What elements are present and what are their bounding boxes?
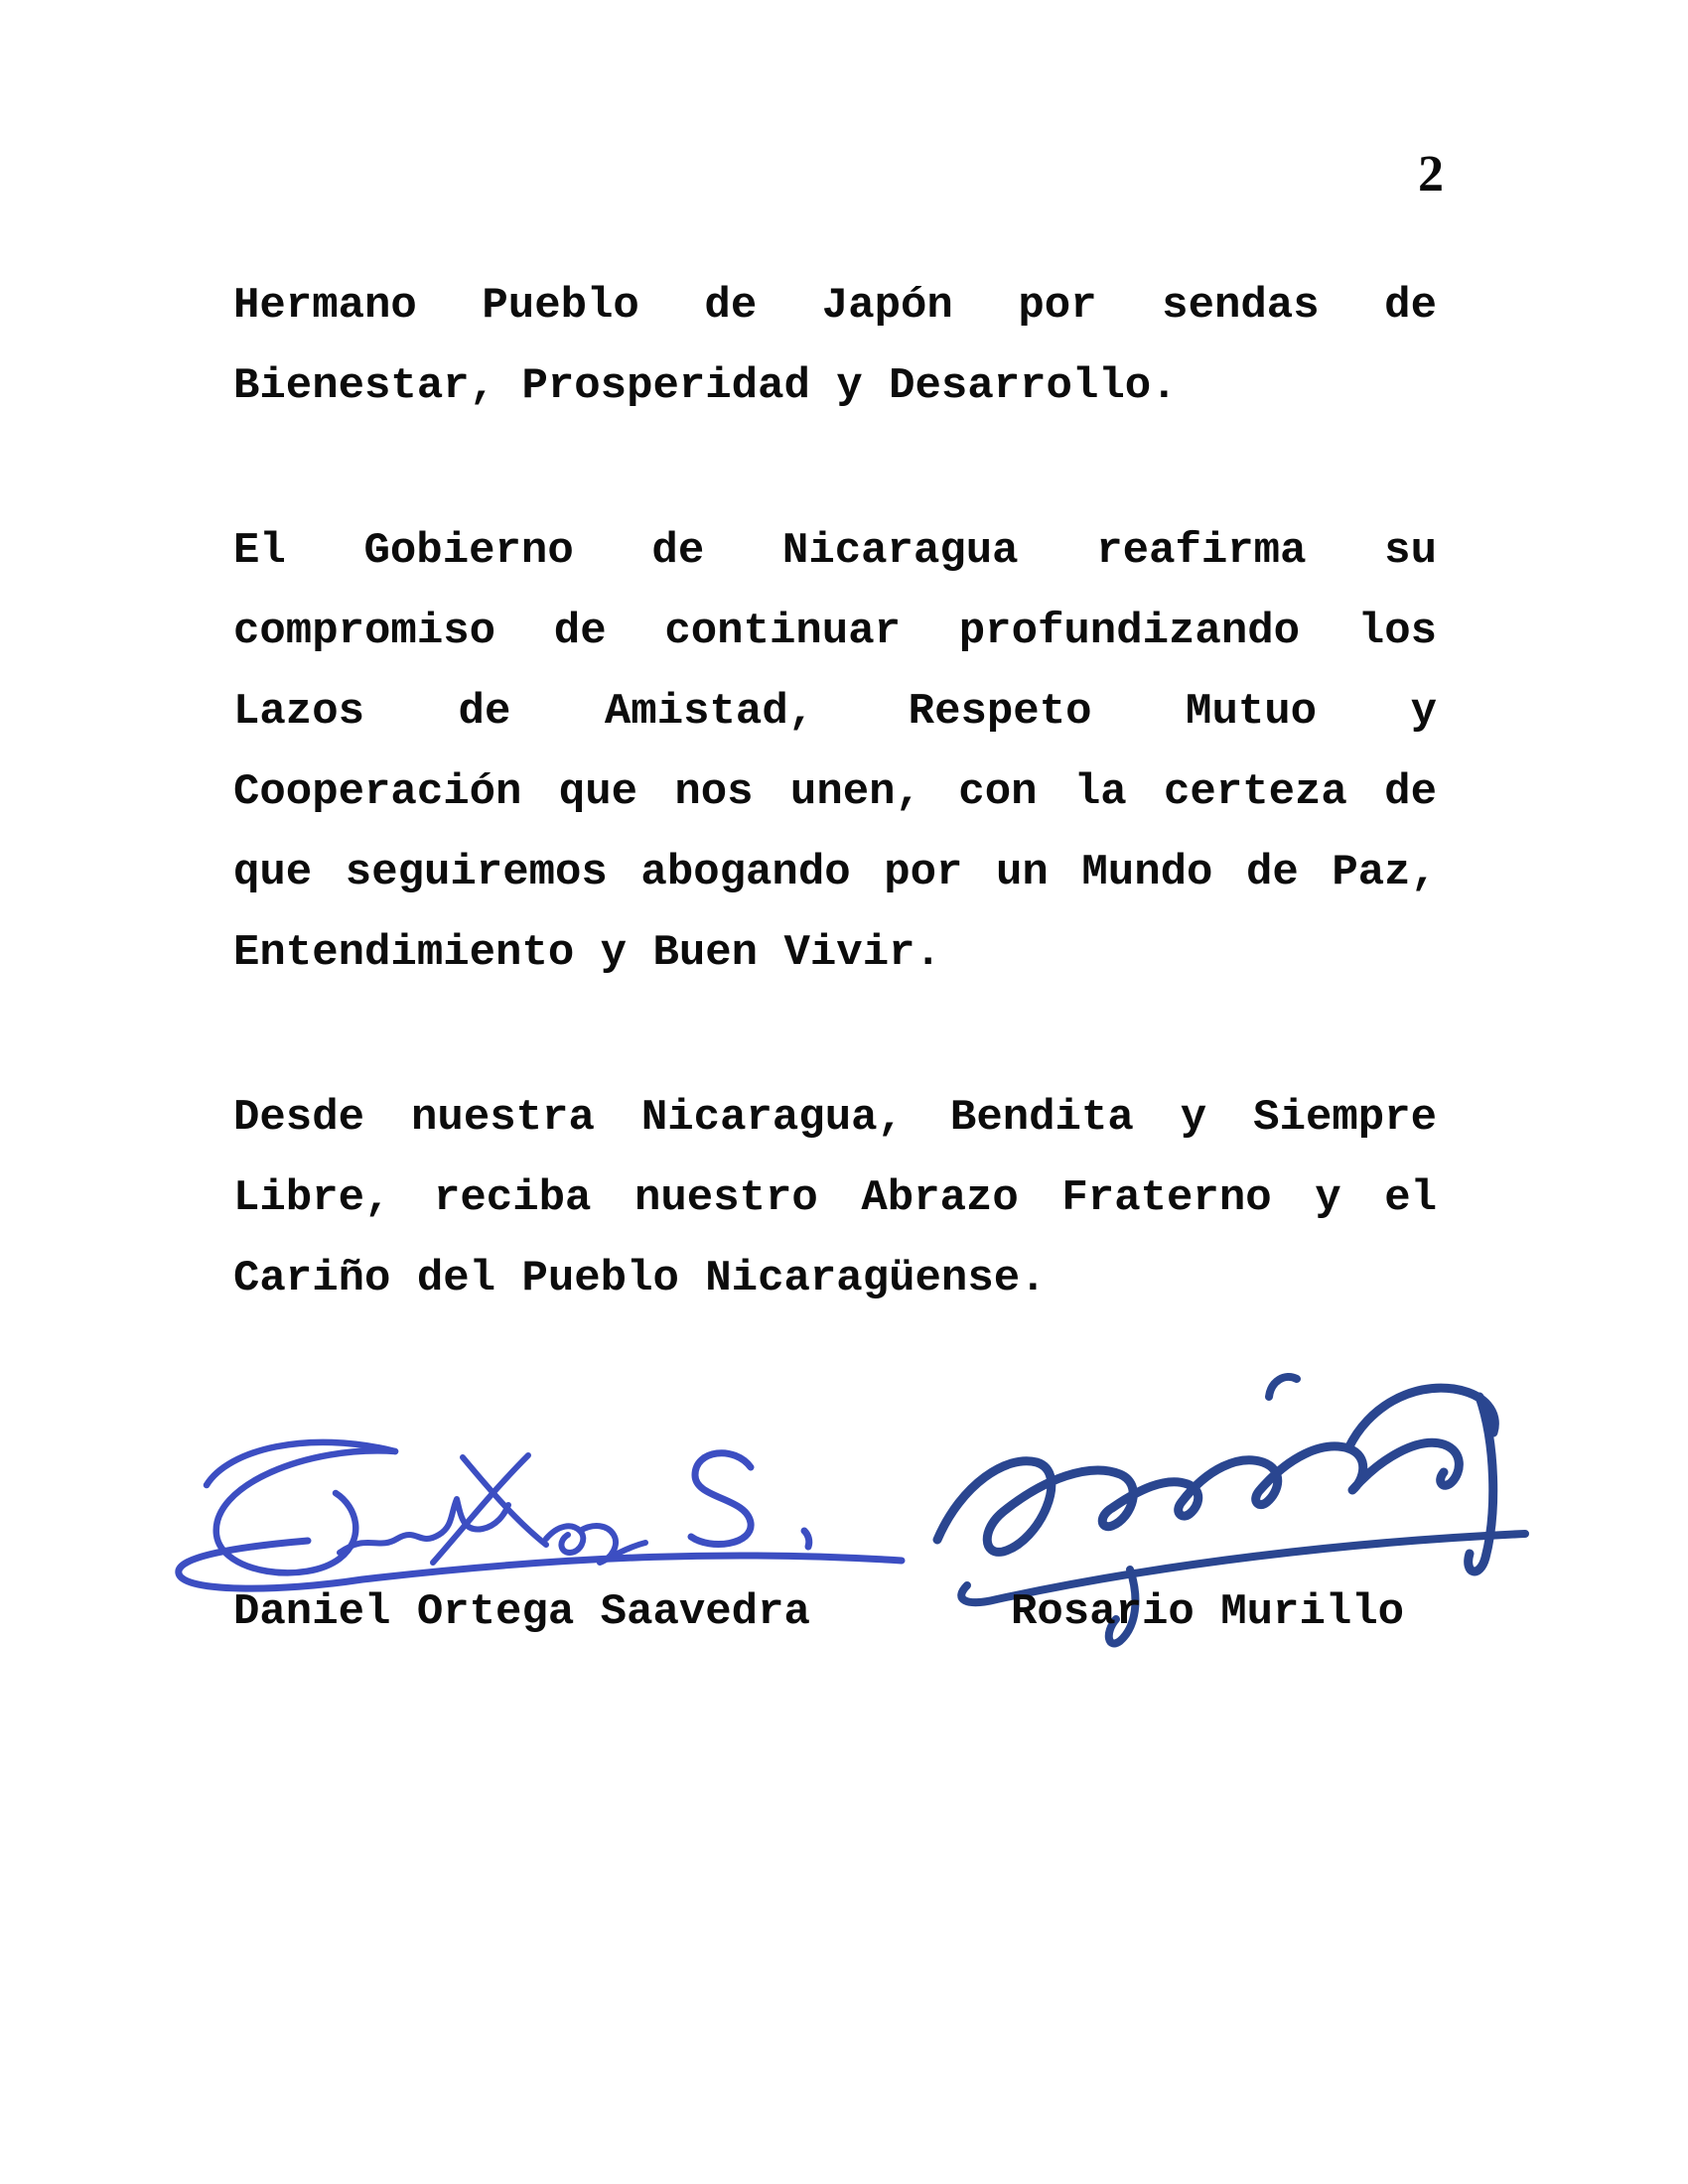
text-line: El Gobierno de Nicaragua reafirma su bbox=[233, 526, 1437, 576]
text-line: Hermano Pueblo de Japón por sendas de bbox=[233, 281, 1437, 331]
signature-stroke bbox=[691, 1453, 751, 1545]
signature-stroke bbox=[1269, 1377, 1297, 1397]
letter-body bbox=[233, 266, 1437, 1319]
text-line: compromiso de continuar profundizando los bbox=[233, 607, 1437, 656]
text-line: Bienestar, Prosperidad y Desarrollo. bbox=[233, 361, 1178, 411]
signature-stroke bbox=[1469, 1397, 1493, 1571]
signature-underline bbox=[961, 1534, 1525, 1602]
signer-name-rosario-murillo: Rosario Murillo bbox=[1011, 1587, 1405, 1637]
daniel-ortega-signature bbox=[159, 1428, 923, 1606]
signature-stroke bbox=[216, 1450, 395, 1572]
text-line: Entendimiento y Buen Vivir. bbox=[233, 928, 941, 978]
text-line: que seguiremos abogando por un Mundo de Paz, bbox=[233, 848, 1437, 897]
signature-underline bbox=[179, 1541, 902, 1588]
text-line: Libre, reciba nuestro Abrazo Fraterno y el bbox=[233, 1173, 1437, 1223]
signature-stroke bbox=[1348, 1388, 1494, 1448]
paragraph bbox=[233, 266, 1437, 427]
signature-stroke bbox=[546, 1526, 645, 1563]
text-line: Desde nuestra Nicaragua, Bendita y Siempre bbox=[233, 1093, 1437, 1143]
signature-stroke bbox=[804, 1531, 809, 1547]
daniel-signature-strokes bbox=[179, 1442, 902, 1588]
signature-stroke bbox=[433, 1455, 528, 1563]
text-line: Cooperación que nos unen, con la certeza de bbox=[233, 767, 1437, 817]
signature-stroke bbox=[207, 1442, 395, 1485]
rosario-signature-strokes bbox=[937, 1377, 1525, 1644]
text-line: Lazos de Amistad, Respeto Mutuo y bbox=[233, 687, 1437, 737]
paragraph bbox=[233, 511, 1437, 994]
page-number: 2 bbox=[1418, 146, 1444, 203]
signature-stroke bbox=[937, 1442, 1459, 1552]
paragraph bbox=[233, 1078, 1437, 1319]
signature-stroke bbox=[463, 1457, 546, 1545]
rosario-murillo-signature bbox=[923, 1363, 1549, 1651]
signature-stroke bbox=[340, 1499, 508, 1553]
signature-stroke bbox=[1109, 1570, 1136, 1644]
text-line: Cariño del Pueblo Nicaragüense. bbox=[233, 1254, 1047, 1303]
signer-name-daniel-ortega: Daniel Ortega Saavedra bbox=[233, 1587, 810, 1637]
